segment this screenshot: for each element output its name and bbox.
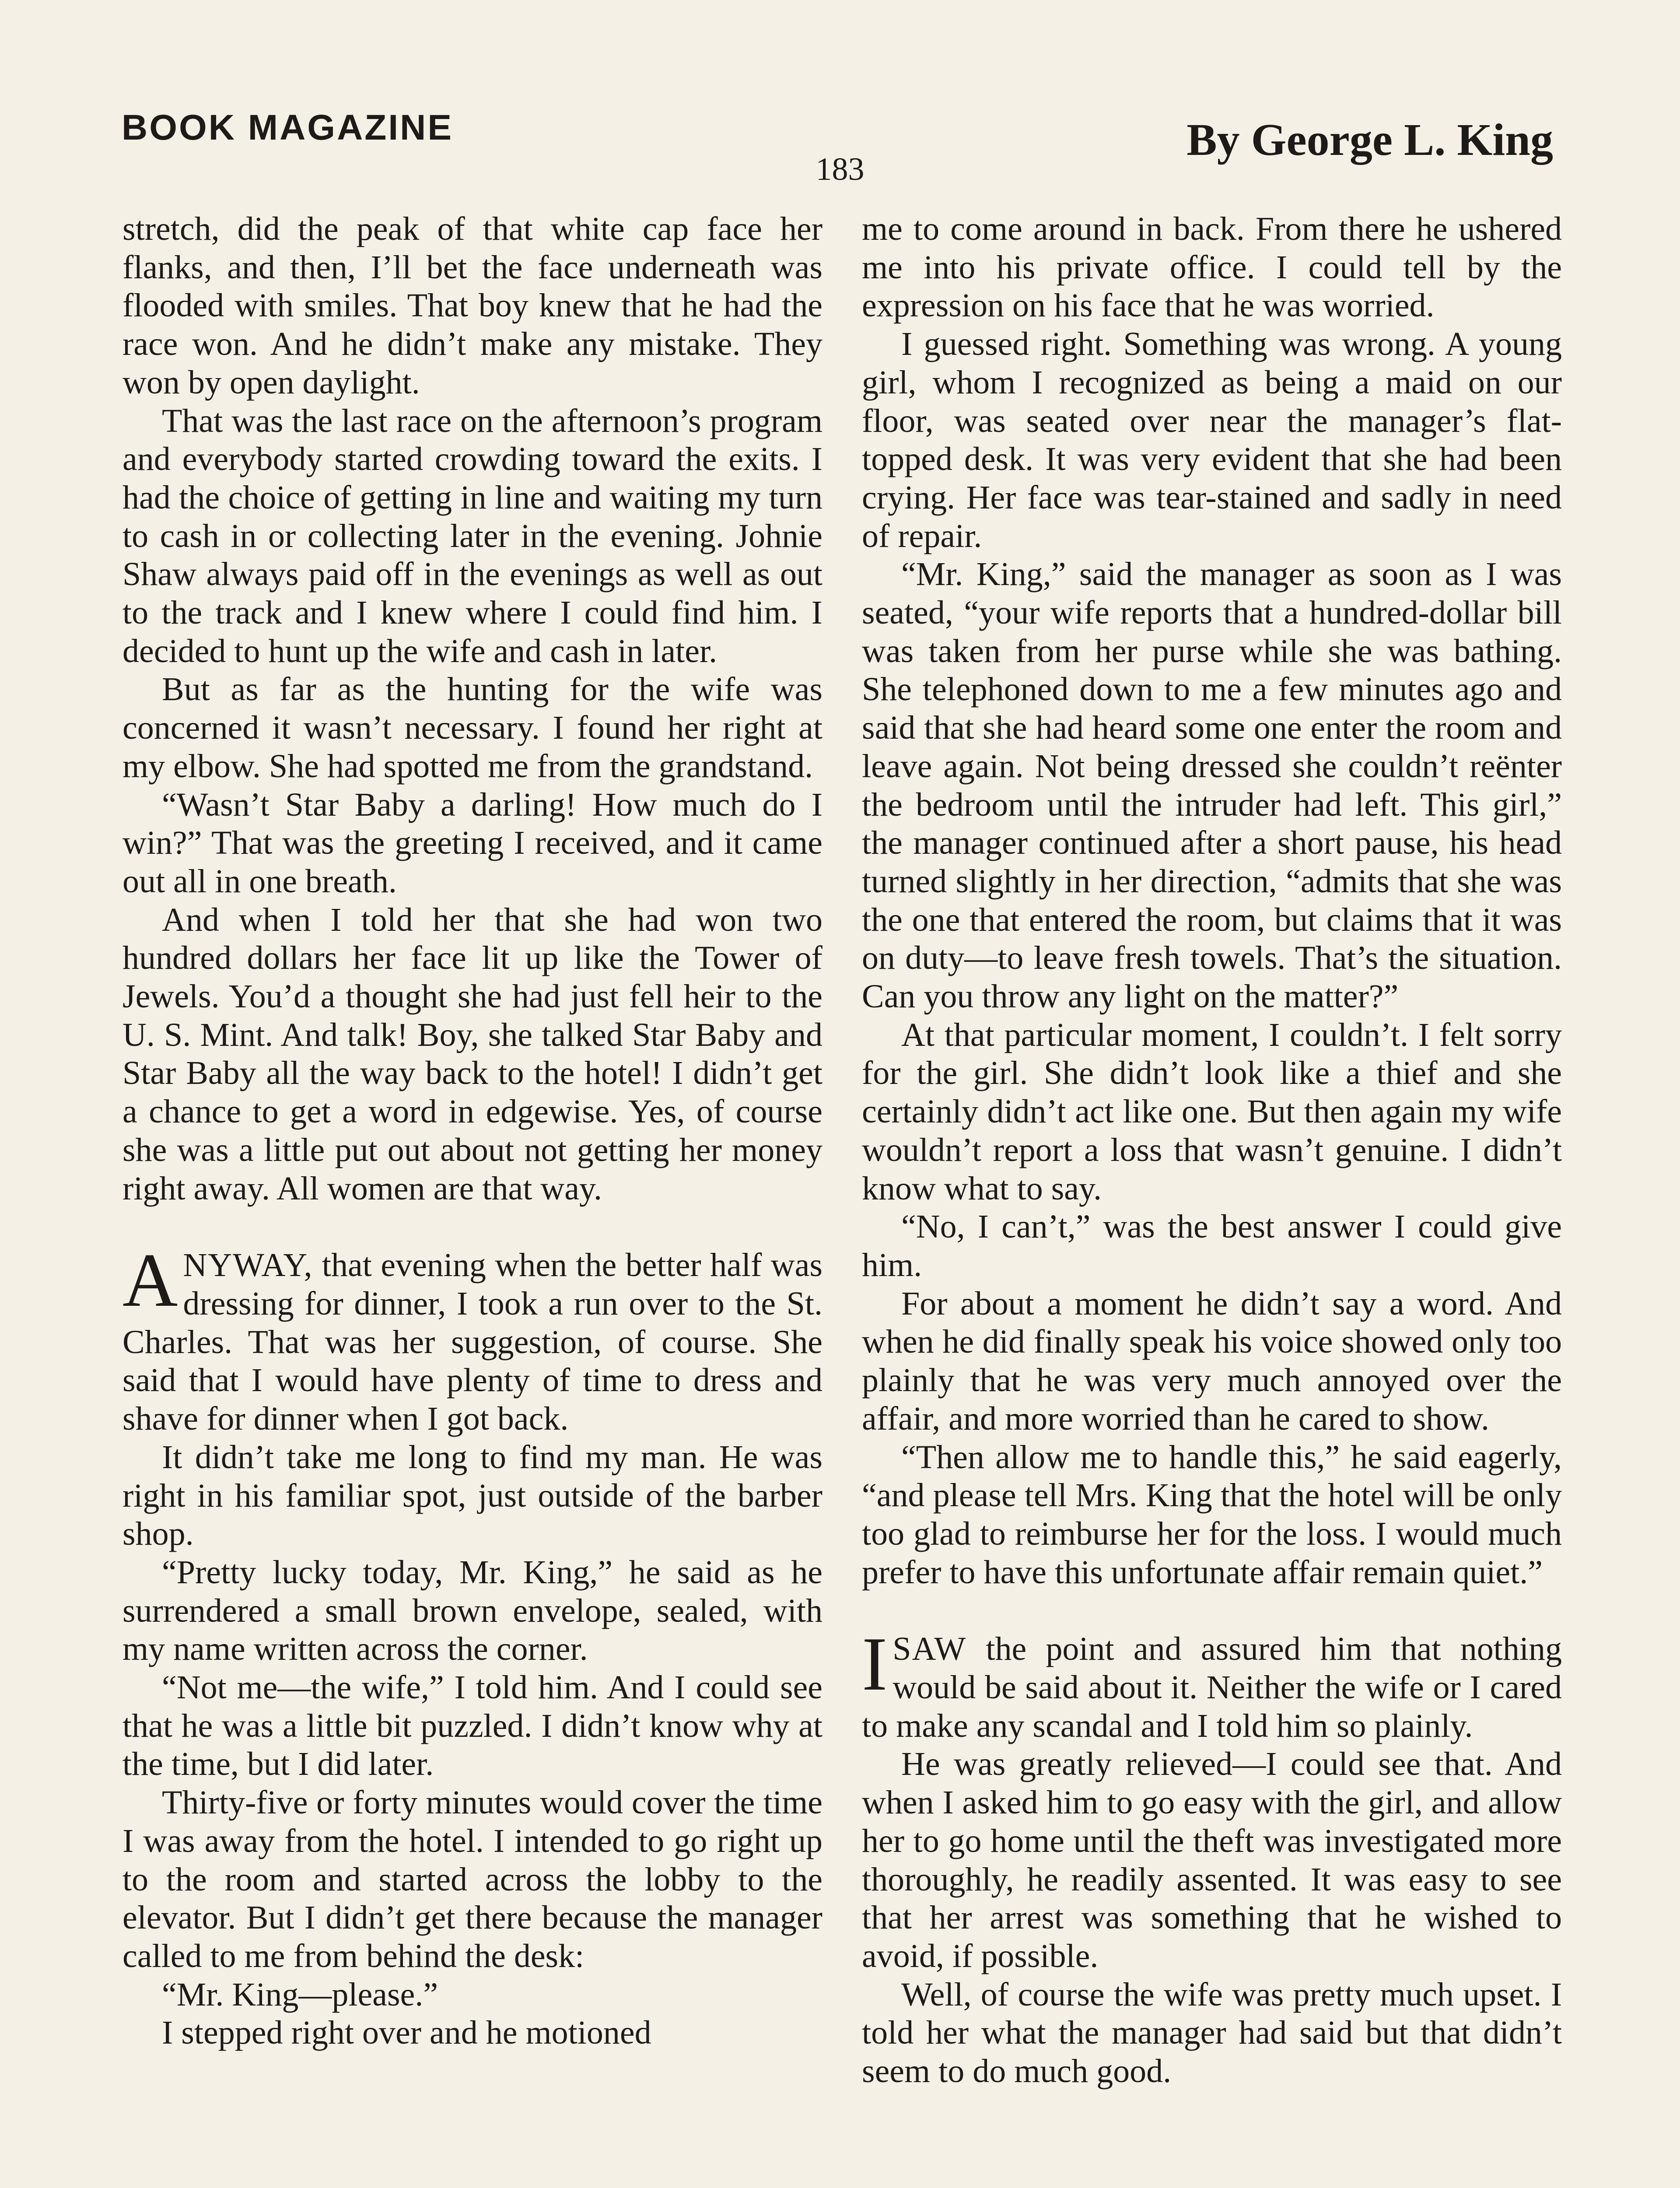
page-number: 183: [816, 151, 864, 187]
paragraph: “Mr. King,” said the manager as soon as I was seated, “your wife reports that a hundred-dollar bill was taken from her purse while she was bathing. She telephoned down to me a few minutes ago and said that she had heard some one enter the room and leave again. Not being dressed she couldn’t reënter the bedroom until the intruder had left. This girl,” the manager continued after a short pause, his head turned slightly in her direction, “admits that she was the one that entered the room, but claims that it was on duty—to leave fresh towels. That’s the situation. Can you throw any light on the matter?”: [862, 556, 1562, 1015]
paragraph: “Pretty lucky today, Mr. King,” he said as he surrendered a small brown envelope, sealed, with my name written across the corner.: [122, 1553, 822, 1668]
paragraph: Thirty-five or forty minutes would cover the time I was away from the hotel. I intended to go right up to the room and started across the lobby to the elevator. But I didn’t get there because the manager called to me from behind the desk:: [122, 1784, 822, 1974]
paragraph: For about a moment he didn’t say a word. And when he did finally speak his voice showed only too plainly that he was very much annoyed over the affair, and more worried than he cared to show.: [862, 1285, 1562, 1437]
paragraph: stretch, did the peak of that white cap face her flanks, and then, I’ll bet the face underneath was flooded with smiles. That boy knew that he had the race won. And he didn’t make any mistake. They won by open daylight.: [122, 210, 822, 401]
paragraph-text: the point and assured him that nothing would be said about it. Neither the wife or I cared to make any scandal and I told him so plainly.: [862, 1630, 1562, 1744]
paragraph: “Mr. King—please.”: [162, 1976, 438, 2013]
paragraph: “Then allow me to handle this,” he said eagerly, “and please tell Mrs. King that the hotel will be only too glad to reimburse her for the loss. I would much prefer to have this unfortunate affair remain quiet.”: [862, 1438, 1562, 1591]
lead-word: SAW: [892, 1630, 967, 1668]
paragraph: me to come around in back. From there he ushered me into his private office. I could tell by the expression on his face that he was worried.: [862, 210, 1562, 324]
paragraph: And when I told her that she had won two hundred dollars her face lit up like the Tower of Jewels. You’d a thought she had just fell heir to the U. S. Mint. And talk! Boy, she talked Star Baby and Star Baby all the way back to the hotel! I didn’t get a chance to get a word in edgewise. Yes, of course she was a little put out about not getting her money right away. All women are that way.: [122, 901, 822, 1207]
paragraph: I guessed right. Something was wrong. A young girl, whom I recognized as being a maid on our floor, was seated over near the manager’s flat-topped desk. It was very evident that she had been crying. Her face was tear-stained and sadly in need of repair.: [862, 326, 1562, 554]
paragraph: Well, of course the wife was pretty much upset. I told her what the manager had said but that didn’t seem to do much good.: [862, 1976, 1562, 2090]
paragraph: It didn’t take me long to find my man. He was right in his familiar spot, just outside of the barber shop.: [122, 1438, 822, 1553]
left-column: [122, 210, 822, 2052]
paragraph-text: that evening when the better half was dressing for dinner, I took a run over to the St. Charles. That was her suggestion, of course. She said that I would have plenty of time to dress and shave for dinner when I got back.: [122, 1247, 822, 1438]
drop-cap: A: [122, 1238, 178, 1323]
paragraph: I stepped right over and he motioned: [162, 2014, 651, 2051]
magazine-title: BOOK MAGAZINE: [122, 108, 454, 147]
paragraph: “No, I can’t,” was the best answer I could give him.: [862, 1208, 1562, 1283]
paragraph: “Not me—the wife,” I told him. And I could see that he was a little bit puzzled. I didn’t know why at the time, but I did later.: [122, 1669, 822, 1783]
paragraph: He was greatly relieved—I could see that. And when I asked him to go easy with the girl, and allow her to go home until the theft was investigated more thoroughly, he readily assented. It was easy to see that her arrest was something that he wished to avoid, if possible.: [862, 1746, 1562, 1974]
paragraph: But as far as the hunting for the wife was concerned it wasn’t necessary. I found her right at my elbow. She had spotted me from the grandstand.: [122, 671, 822, 785]
paragraph: “Wasn’t Star Baby a darling! How much do I win?” That was the greeting I received, and it came out all in one breath.: [122, 786, 822, 900]
lead-word: NYWAY,: [183, 1247, 313, 1284]
section-opening-paragraph: [122, 1238, 822, 1438]
paragraph: That was the last race on the afternoon’s program and everybody started crowding toward the exits. I had the choice of getting in line and waiting my turn to cash in or collecting later in the evening. Johnie Shaw always paid off in the evenings as well as out to the track and I knew where I could find him. I decided to hunt up the wife and cash in later.: [122, 402, 822, 670]
section-opening-paragraph: [862, 1621, 1562, 1745]
drop-cap: I: [862, 1621, 888, 1707]
right-column: [862, 210, 1562, 2091]
paragraph: At that particular moment, I couldn’t. I felt sorry for the girl. She didn’t look like a thief and she certainly didn’t act like one. But then again my wife wouldn’t report a loss that wasn’t genuine. I didn’t know what to say.: [862, 1016, 1562, 1207]
author-byline: By George L. King: [1186, 115, 1553, 165]
